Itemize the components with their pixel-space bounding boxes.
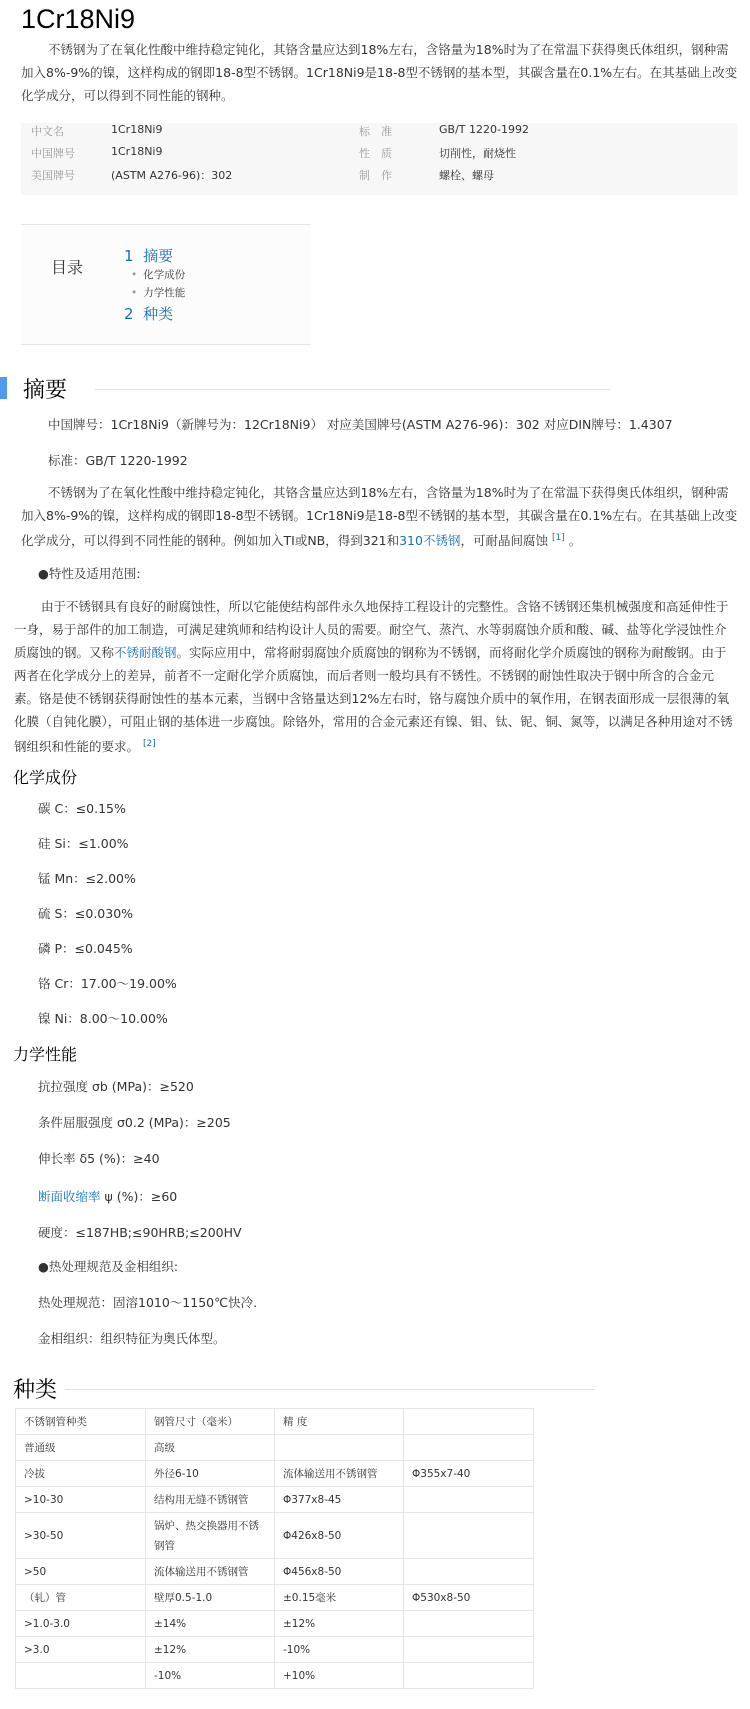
table-cell: 高级: [146, 1435, 275, 1461]
table-cell: 锅炉、热交换器用不锈钢管: [146, 1513, 275, 1559]
toc-subitem-chem[interactable]: • 化学成份: [131, 269, 186, 281]
toc-item-summary[interactable]: [124, 245, 173, 266]
feature-text: 由于不锈钢具有良好的耐腐蚀性，所以它能使结构部件永久地保持工程设计的完整性。含铬不锈钢还集机械强度和高延伸性于一身，易于部件的加工制造，可满足建筑师和结构设计人员的需要。耐空气、蒸汽、水等弱腐蚀介质和酸、碱、盐等化学浸蚀性介质腐蚀的钢。又称: [14, 599, 729, 660]
table-row: [16, 1663, 534, 1689]
section-divider: [65, 1389, 595, 1390]
section-heading-kinds: 种类: [13, 1378, 58, 1403]
info-value-chinese-name: 1Cr18Ni9: [111, 123, 163, 136]
feature-text-tail: 。实际应用中，常将耐弱腐蚀介质腐蚀的钢称为不锈钢，而将耐化学介质腐蚀的钢称为耐酸钢。由于两者在化学成分上的差异，前者不一定耐化学介质腐蚀，而后者则一般均具有不锈性。不锈钢的耐蚀性取决于钢中所含的合金元素。铬是使不锈钢获得耐蚀性的基本元素，当钢中含铬量达到12%左右时，铬与腐蚀介质中的氧作用，在钢表面形成一层很薄的氧化膜（自钝化膜），可阻止钢的基体进一步腐蚀。除铬外，常用的合金元素还有镍、钼、钛、铌、铜、氮等，以满足各种用途对不锈钢组织和性能的要求。: [14, 645, 733, 755]
toc-subitem-label: 力学性能: [143, 287, 186, 299]
table-cell: -10%: [275, 1637, 404, 1663]
mech-elongation: 伸长率 δ5 (%)：≥40: [38, 1151, 160, 1166]
summary-text: 不锈钢为了在氧化性酸中维持稳定钝化，其铬含量应达到18%左右，含铬量为18%时为了在常温下获得奥氏体组织，钢种需加入8%-9%的镍，这样构成的钢即18-8型不锈钢。1Cr18Ni9是18-8型不锈钢的基本型，其碳含量在0.1%左右。在其基础上改变化学成分，可以得到不同性能的钢种。例如加入TI或NB，得到321和: [21, 485, 738, 549]
heat-treatment: 热处理规范：固溶1010～1150℃快冷.: [38, 1295, 258, 1310]
table-cell: [404, 1663, 534, 1689]
table-cell: >10-30: [16, 1487, 146, 1513]
table-cell: ±14%: [146, 1611, 275, 1637]
table-row: [16, 1435, 534, 1461]
metallography: 金相组织：组织特征为奥氏体型。: [38, 1331, 226, 1346]
link-acid-resistant-steel[interactable]: 不锈耐酸钢: [114, 645, 177, 660]
toc-subitem-mech[interactable]: • 力学性能: [131, 287, 186, 299]
table-cell: 普通级: [16, 1435, 146, 1461]
table-cell: >3.0: [16, 1637, 146, 1663]
reference-1[interactable]: [1]: [551, 533, 565, 543]
info-value-property: 切削性，耐烧性: [439, 147, 516, 160]
table-of-contents: [21, 224, 311, 345]
table-cell: ±0.15毫米: [275, 1585, 404, 1611]
chem-item-mn: 锰 Mn：≤2.00%: [38, 871, 136, 886]
info-value-standard: GB/T 1220-1992: [439, 123, 529, 136]
info-label-make: 制 作: [359, 169, 392, 182]
table-cell: +10%: [275, 1663, 404, 1689]
chem-item-s: 硫 S：≤0.030%: [38, 906, 134, 921]
table-cell: 流体输送用不锈钢管: [275, 1461, 404, 1487]
table-cell: -10%: [146, 1663, 275, 1689]
info-value-make: 螺栓、螺母: [439, 169, 494, 182]
toc-item-number: 1: [124, 247, 134, 265]
table-cell: 不锈钢管种类: [16, 1409, 146, 1435]
chem-item-c: 碳 C：≤0.15%: [38, 801, 126, 816]
toc-item-label: 种类: [143, 305, 174, 323]
kinds-table: [15, 1408, 534, 1689]
subsection-heading-chem: 化学成份: [13, 768, 78, 787]
section-accent-bar: [0, 377, 7, 399]
toc-item-kinds[interactable]: [124, 303, 173, 324]
info-label-chinese-name: 中文名: [31, 125, 64, 138]
page-title: 1Cr18Ni9: [21, 4, 136, 34]
chem-item-p: 磷 P：≤0.045%: [38, 941, 133, 956]
brand-line: 中国牌号：1Cr18Ni9（新牌号为：12Cr18Ni9） 对应美国牌号(ASTM A276-96)：302 对应DIN牌号：1.4307: [48, 417, 673, 432]
table-cell: >30-50: [16, 1513, 146, 1559]
mech-tensile: 抗拉强度 σb (MPa)：≥520: [38, 1079, 194, 1094]
toc-heading: 目录: [51, 258, 84, 277]
table-cell: [404, 1559, 534, 1585]
table-cell: （轧）管: [16, 1585, 146, 1611]
table-cell: Φ355x7-40: [404, 1461, 534, 1487]
chem-item-cr: 铬 Cr：17.00～19.00%: [38, 976, 177, 991]
info-label-us-grade: 美国牌号: [31, 169, 75, 182]
table-cell: >1.0-3.0: [16, 1611, 146, 1637]
link-area-reduction[interactable]: 断面收缩率: [38, 1189, 101, 1204]
table-cell: Φ456x8-50: [275, 1559, 404, 1585]
table-row: [16, 1461, 534, 1487]
table-cell: [404, 1513, 534, 1559]
table-cell: 钢管尺寸（毫米）: [146, 1409, 275, 1435]
section-divider: [95, 389, 610, 390]
table-cell: Φ530x8-50: [404, 1585, 534, 1611]
table-row: [16, 1637, 534, 1663]
table-cell: 流体输送用不锈钢管: [146, 1559, 275, 1585]
heat-heading: ●热处理规范及金相组织:: [38, 1259, 179, 1274]
feature-heading: ●特性及适用范围:: [38, 566, 141, 581]
table-cell: ±12%: [146, 1637, 275, 1663]
table-cell: [16, 1663, 146, 1689]
chem-item-si: 硅 Si：≤1.00%: [38, 836, 129, 851]
table-row: [16, 1487, 534, 1513]
table-cell: Φ377x8-45: [275, 1487, 404, 1513]
info-label-standard: 标 准: [359, 125, 392, 138]
table-row: [16, 1559, 534, 1585]
summary-paragraph: [21, 481, 741, 552]
info-label-china-grade: 中国牌号: [31, 147, 75, 160]
table-cell: 壁厚0.5-1.0: [146, 1585, 275, 1611]
toc-item-number: 2: [124, 305, 134, 323]
table-cell: [275, 1435, 404, 1461]
chem-item-ni: 镍 Ni：8.00～10.00%: [38, 1011, 168, 1026]
feature-paragraph: [14, 595, 738, 758]
standard-line: 标准：GB/T 1220-1992: [48, 453, 188, 468]
info-label-property: 性 质: [359, 147, 392, 160]
table-cell: [404, 1611, 534, 1637]
mech-area-reduction: [38, 1187, 177, 1205]
mech-area-value: ψ (%)：≥60: [100, 1189, 178, 1204]
info-value-us-grade: (ASTM A276-96)：302: [111, 169, 233, 182]
table-cell: 结构用无缝不锈钢管: [146, 1487, 275, 1513]
mech-hardness: 硬度：≤187HB;≤90HRB;≤200HV: [38, 1225, 242, 1240]
reference-2[interactable]: [2]: [143, 739, 156, 749]
table-cell: ±12%: [275, 1611, 404, 1637]
table-row: [16, 1611, 534, 1637]
table-cell: [404, 1637, 534, 1663]
table-cell: [404, 1487, 534, 1513]
table-cell: 冷拔: [16, 1461, 146, 1487]
basic-info-box: [21, 123, 738, 195]
toc-subitem-label: 化学成份: [143, 269, 186, 281]
subsection-heading-mech: 力学性能: [13, 1045, 78, 1064]
table-row: [16, 1585, 534, 1611]
table-cell: [404, 1409, 534, 1435]
table-cell: 精 度: [275, 1409, 404, 1435]
mech-yield: 条件屈服强度 σ0.2 (MPa)：≥205: [38, 1115, 231, 1130]
table-cell: Φ426x8-50: [275, 1513, 404, 1559]
info-value-china-grade: 1Cr18Ni9: [111, 145, 163, 158]
table-cell: [404, 1435, 534, 1461]
summary-text-end: 。: [568, 533, 582, 549]
table-row: [16, 1513, 534, 1559]
summary-text-tail: ，可耐晶间腐蚀: [460, 533, 548, 549]
link-310-stainless[interactable]: 310不锈钢: [399, 533, 461, 549]
toc-item-label: 摘要: [143, 247, 174, 265]
intro-paragraph: 不锈钢为了在氧化性酸中维持稳定钝化，其铬含量应达到18%左右，含铬量为18%时为了在常温下获得奥氏体组织，钢种需加入8%-9%的镍，这样构成的钢即18-8型不锈钢。1Cr18Ni9是18-8型不锈钢的基本型，其碳含量在0.1%左右。在其基础上改变化学成分，可以得到不同性能的钢种。: [21, 42, 738, 103]
table-row: [16, 1409, 534, 1435]
section-heading-summary: 摘要: [23, 378, 68, 403]
table-cell: >50: [16, 1559, 146, 1585]
table-cell: 外径6-10: [146, 1461, 275, 1487]
